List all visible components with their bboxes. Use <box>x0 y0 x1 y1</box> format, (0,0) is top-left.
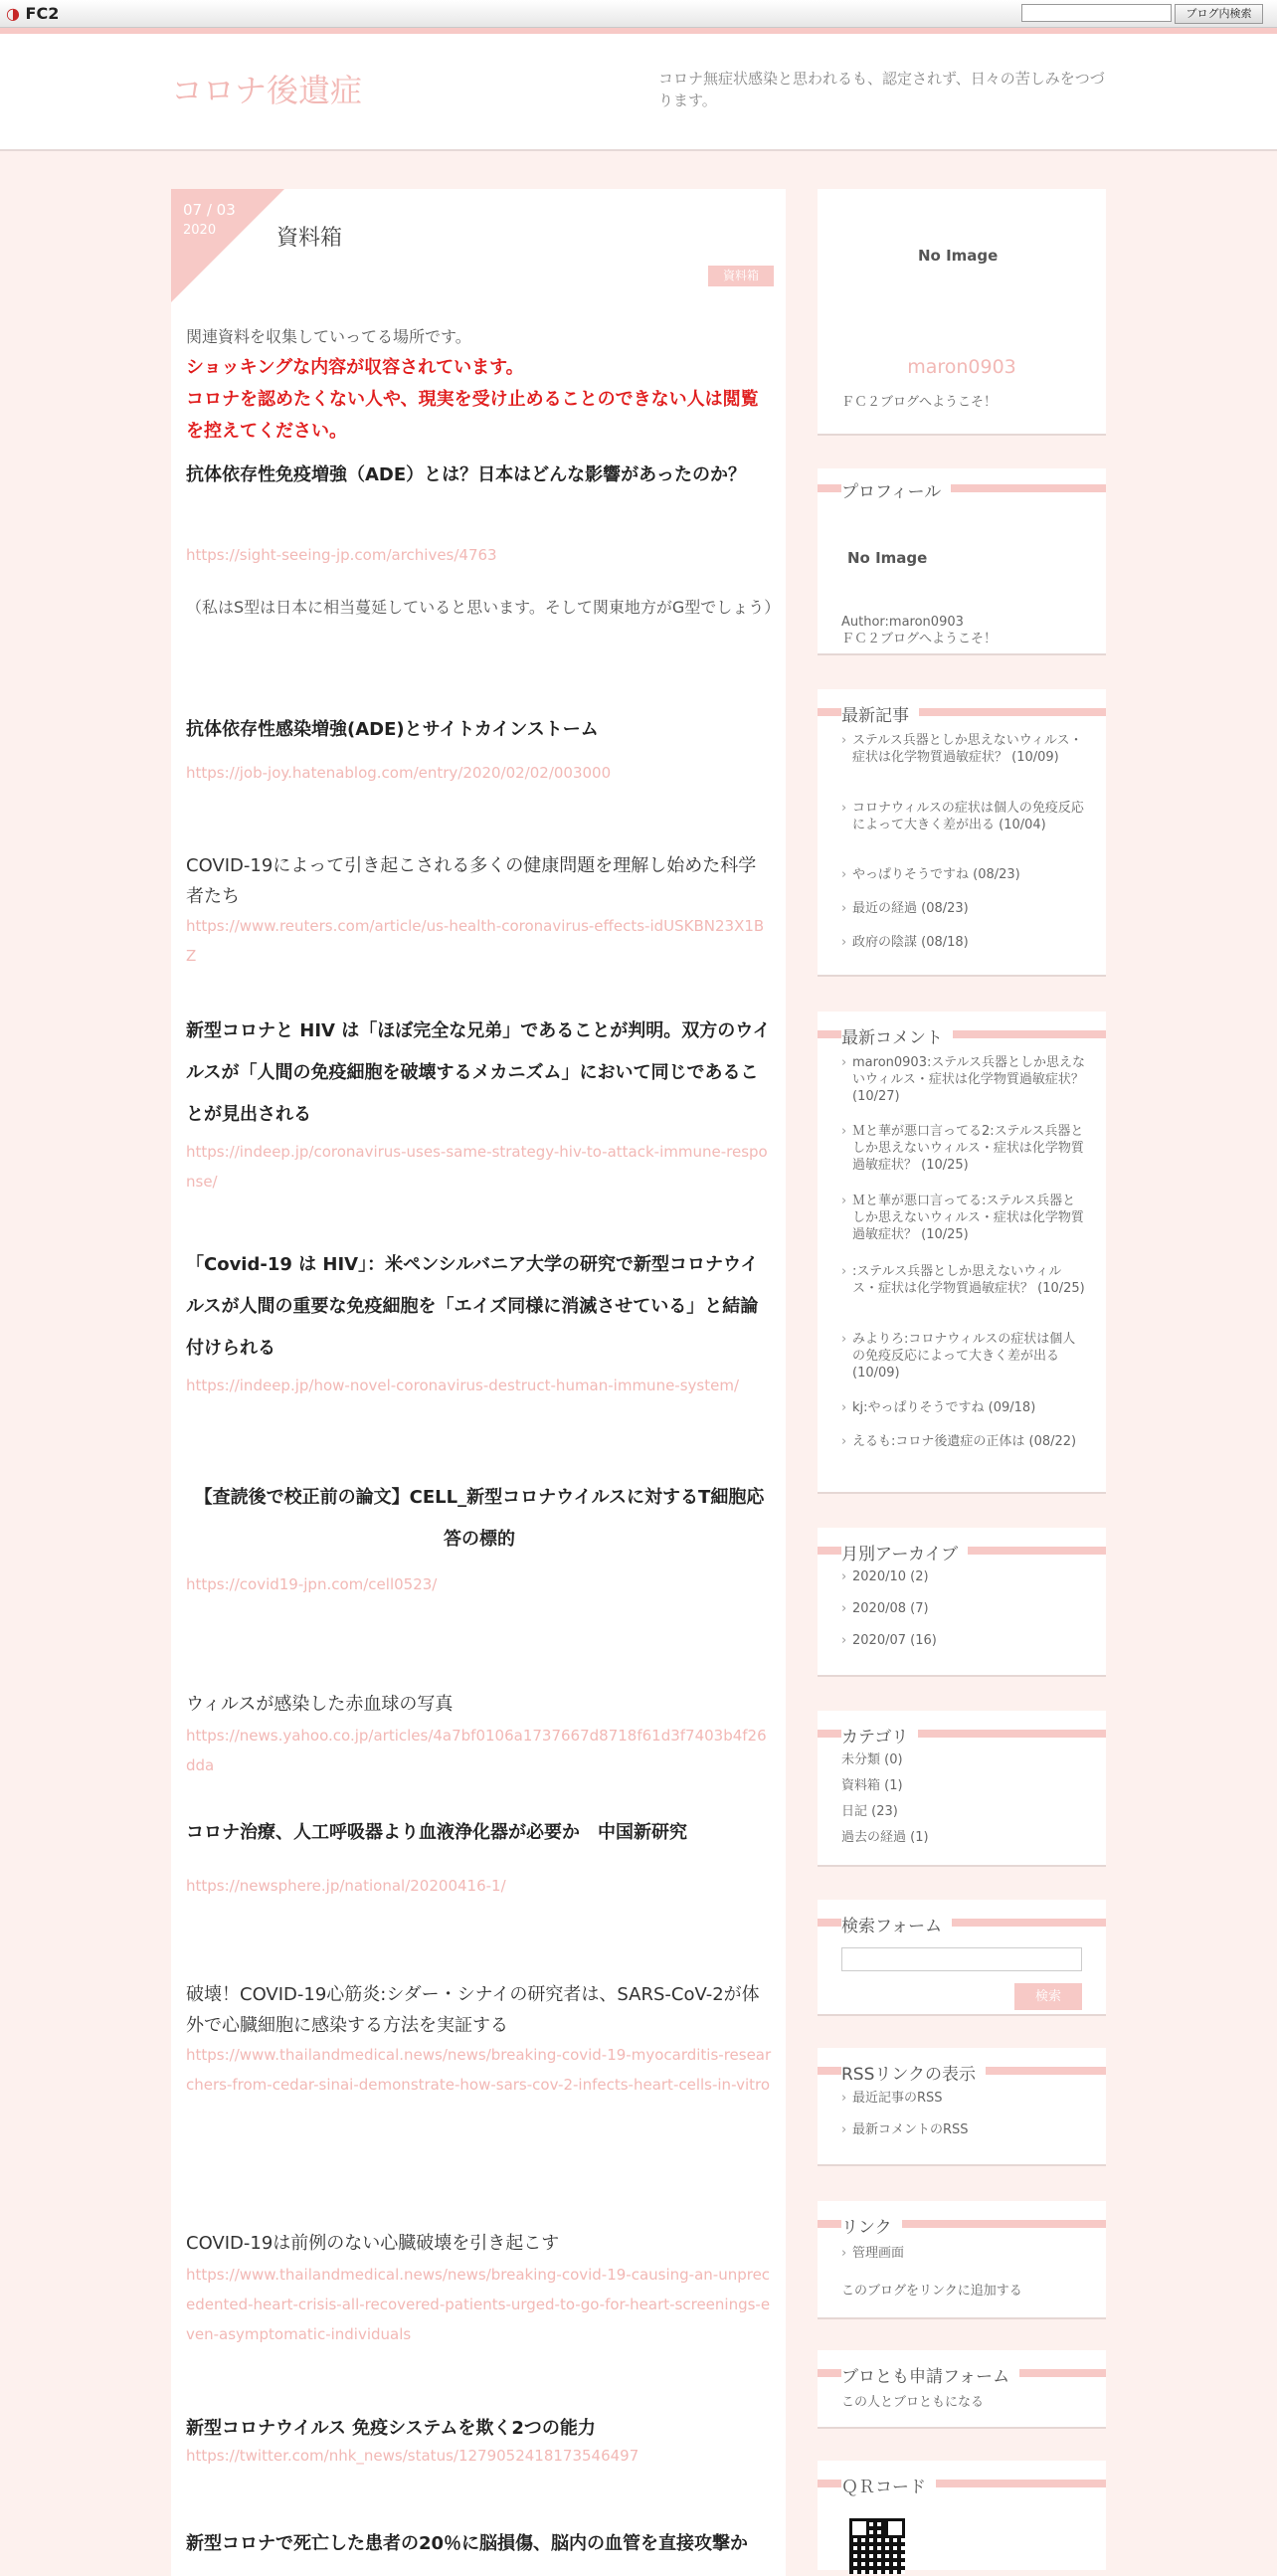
add-link-link[interactable]: このブログをリンクに追加する <box>841 2284 1022 2299</box>
sidebar-friend-request <box>818 2350 1106 2427</box>
reference-heading: 抗体依存性免疫増強（ADE）とは？日本はどんな影響があったのか？ <box>186 464 746 485</box>
friend-request-link[interactable]: この人とブロともになる <box>841 2395 985 2410</box>
sidebar-rss <box>818 2048 1106 2164</box>
sidebar-search <box>818 1900 1106 2014</box>
entry-warning: ショッキングな内容が収容されています。 <box>186 357 524 378</box>
archive-link[interactable]: › 2020/10 (2) <box>841 1568 1086 1585</box>
reference-link[interactable]: https://newsphere.jp/national/20200416-1/ <box>186 1877 506 1895</box>
rss-link[interactable]: › 最新コメントのRSS <box>841 2121 1086 2138</box>
reference-heading: COVID-19は前例のない心臓破壊を引き起こす <box>186 2233 560 2254</box>
entry-date: 07 / 03 <box>183 201 236 219</box>
reference-link[interactable]: https://indeep.jp/how-novel-coronavirus-destruct-human-immune-system/ <box>186 1377 739 1394</box>
profile-image-placeholder: No Image <box>918 247 999 265</box>
entry-title[interactable]: 資料箱 <box>276 226 343 251</box>
reference-link[interactable]: https://www.thailandmedical.news/news/breaking-covid-19-myocarditis-researchers-from-cedar-sinai-demonstrate-how-sars-cov-2-infects-heart-cells-in-vitro <box>186 2046 772 2094</box>
reference-heading: コロナ治療、人工呼吸器より血液浄化器が必要か 中国新研究 <box>186 1822 687 1843</box>
section-title: 最新コメント <box>841 1023 953 1048</box>
category-link[interactable]: 資料箱 (1) <box>841 1778 903 1793</box>
section-title: 最新記事 <box>841 701 919 726</box>
section-title: リンク <box>841 2213 902 2238</box>
sidebar-recent-comments <box>818 1012 1106 1492</box>
category-link[interactable]: 日記 (23) <box>841 1804 898 1819</box>
recent-post-link[interactable]: › 最近の経過 (08/23) <box>841 900 1086 917</box>
recent-post-link[interactable]: › コロナウィルスの症状は個人の免疫反応によって大きく差が出る (10/04) <box>841 800 1086 833</box>
profile-image-placeholder: No Image <box>847 549 928 567</box>
recent-comment-link[interactable]: › kj:やっぱりそうですね (09/18) <box>841 1399 1086 1416</box>
recent-post-link[interactable]: › やっぱりそうですね (08/23) <box>841 866 1086 883</box>
sidebar-search-input[interactable] <box>841 1947 1082 1971</box>
fc2-toolbar <box>0 0 1277 28</box>
section-title: ＱＲコード <box>841 2473 936 2497</box>
profile-name[interactable]: maron0903 <box>907 356 1016 378</box>
reference-note: （私はS型は日本に相当蔓延していると思います。そして関東地方がG型でしょう） <box>186 598 781 617</box>
section-title: プロフィール <box>841 477 951 502</box>
entry-panel <box>171 189 786 2576</box>
archive-link[interactable]: › 2020/07 (16) <box>841 1632 1086 1649</box>
sidebar-search-button[interactable]: 検索 <box>1014 1983 1082 2010</box>
fc2-search-input[interactable] <box>1021 4 1172 22</box>
recent-comment-link[interactable]: › Ｍと華が悪口言ってる:ステルス兵器としか思えないウィルス・症状は化学物質過敏症状？ (10/25) <box>841 1193 1086 1243</box>
recent-comment-link[interactable]: › Ｍと華が悪口言ってる2:ステルス兵器としか思えないウィルス・症状は化学物質過敏症状？ (10/25) <box>841 1123 1086 1174</box>
fc2-search-button[interactable]: ブログ内検索 <box>1175 4 1263 24</box>
reference-link[interactable]: https://twitter.com/nhk_news/status/1279052418173546497 <box>186 2447 639 2465</box>
reference-link[interactable]: https://covid19-jpn.com/cell0523/ <box>186 1575 438 1593</box>
archive-link[interactable]: › 2020/08 (7) <box>841 1600 1086 1617</box>
fc2-logo[interactable] <box>6 4 59 23</box>
sidebar-recent-posts <box>818 689 1106 975</box>
reference-heading: 【査読後で校正前の論文】CELL_新型コロナウイルスに対するT細胞応答の標的 <box>194 1487 765 1550</box>
recent-post-link[interactable]: › ステルス兵器としか思えないウィルス・症状は化学物質過敏症状？ (10/09) <box>841 732 1086 766</box>
qr-finder-icon <box>885 2518 905 2538</box>
recent-comment-link[interactable]: › みよりろ:コロナウィルスの症状は個人の免疫反応によって大きく差が出る (10/09) <box>841 1331 1086 1381</box>
reference-heading: COVID-19によって引き起こされる多くの健康問題を理解し始めた科学者たち <box>186 855 757 907</box>
section-title: カテゴリ <box>841 1723 918 1748</box>
reference-link[interactable]: https://news.yahoo.co.jp/articles/4a7bf0106a1737667d8718f61d3f7403b4f26dda <box>186 1727 767 1774</box>
section-title: 検索フォーム <box>841 1912 952 1936</box>
blog-title[interactable]: コロナ後遺症 <box>171 72 363 109</box>
sidebar-archives <box>818 1528 1106 1675</box>
rss-link[interactable]: › 最近記事のRSS <box>841 2090 1086 2107</box>
blog-header <box>0 34 1277 151</box>
blog-description: コロナ無症状感染と思われるも、認定されず、日々の苦しみをつづります。 <box>658 70 1105 109</box>
reference-heading: 新型コロナウイルス 免疫システムを欺く2つの能力 <box>186 2418 596 2439</box>
profile-card <box>818 189 1106 434</box>
recent-post-link[interactable]: › 政府の陰謀 (08/18) <box>841 934 1086 951</box>
section-title: 月別アーカイブ <box>841 1540 968 1564</box>
entry-intro: 関連資料を収集していってる場所です。 <box>186 327 471 346</box>
recent-comment-link[interactable]: › maron0903:ステルス兵器としか思えないウィルス・症状は化学物質過敏症状？ (10/27) <box>841 1054 1086 1105</box>
fc2-mark-icon: ◑ <box>6 4 20 23</box>
profile-author: Author:maron0903 <box>841 615 964 630</box>
reference-link[interactable]: https://www.reuters.com/article/us-health-coronavirus-effects-idUSKBN23X1BZ <box>186 917 765 965</box>
reference-link[interactable]: https://job-joy.hatenablog.com/entry/2020/02/02/003000 <box>186 764 612 782</box>
qr-finder-icon <box>849 2518 869 2538</box>
fc2-logo-text: FC2 <box>25 4 60 23</box>
section-title: ブロとも申請フォーム <box>841 2362 1019 2387</box>
reference-heading: 抗体依存性感染増強(ADE)とサイトカインストーム <box>186 719 599 740</box>
recent-comment-link[interactable]: › :ステルス兵器としか思えないウィルス・症状は化学物質過敏症状？ (10/25) <box>841 1263 1086 1297</box>
reference-heading: ウィルスが感染した赤血球の写真 <box>186 1694 454 1715</box>
sidebar-categories <box>818 1711 1106 1865</box>
reference-heading: 新型コロナと HIV は「ほぼ完全な兄弟」であることが判明。双方のウイルスが「人間の免疫細胞を破壊するメカニズム」において同じであることが見出される <box>186 1020 771 1125</box>
reference-heading: 破壊！COVID-19心筋炎:シダー・シナイの研究者は、SARS-CoV-2が体外で心臓細胞に感染する方法を実証する <box>186 1984 760 2036</box>
admin-link[interactable]: › 管理画面 <box>841 2245 1086 2262</box>
section-title: RSSリンクの表示 <box>841 2060 986 2085</box>
category-link[interactable]: 未分類 (0) <box>841 1752 903 1767</box>
profile-welcome: ＦＣ２ブログへようこそ！ <box>841 632 998 646</box>
entry-category-tag[interactable]: 資料箱 <box>708 266 774 286</box>
sidebar-profile <box>818 468 1106 653</box>
category-link[interactable]: 過去の経過 (1) <box>841 1830 929 1845</box>
reference-heading: 新型コロナで死亡した患者の20％に脳損傷、脳内の血管を直接攻撃か <box>186 2533 749 2554</box>
reference-link[interactable]: https://indeep.jp/coronavirus-uses-same-strategy-hiv-to-attack-immune-response/ <box>186 1143 768 1191</box>
entry-warning: コロナを認めたくない人や、現実を受け止めることのできない人は閲覧を控えてください。 <box>186 389 759 442</box>
reference-heading: 「Covid-19 は HIV」：米ペンシルバニア大学の研究で新型コロナウイルスが人間の重要な免疫細胞を「エイズ同様に消滅させている」と結論付けられる <box>186 1254 759 1359</box>
reference-link[interactable]: https://www.thailandmedical.news/news/breaking-covid-19-causing-an-unprecedented-heart-crisis-all-recovered-patients-urged-to-go-for-heart-screenings-even-asymptomatic-individuals <box>186 2266 771 2343</box>
reference-link[interactable]: https://sight-seeing-jp.com/archives/4763 <box>186 546 497 564</box>
entry-year: 2020 <box>183 223 217 238</box>
recent-comment-link[interactable]: › えるも:コロナ後遺症の正体は (08/22) <box>841 1433 1086 1450</box>
sidebar-links <box>818 2201 1106 2317</box>
profile-welcome: ＦＣ２ブログへようこそ！ <box>841 395 998 410</box>
